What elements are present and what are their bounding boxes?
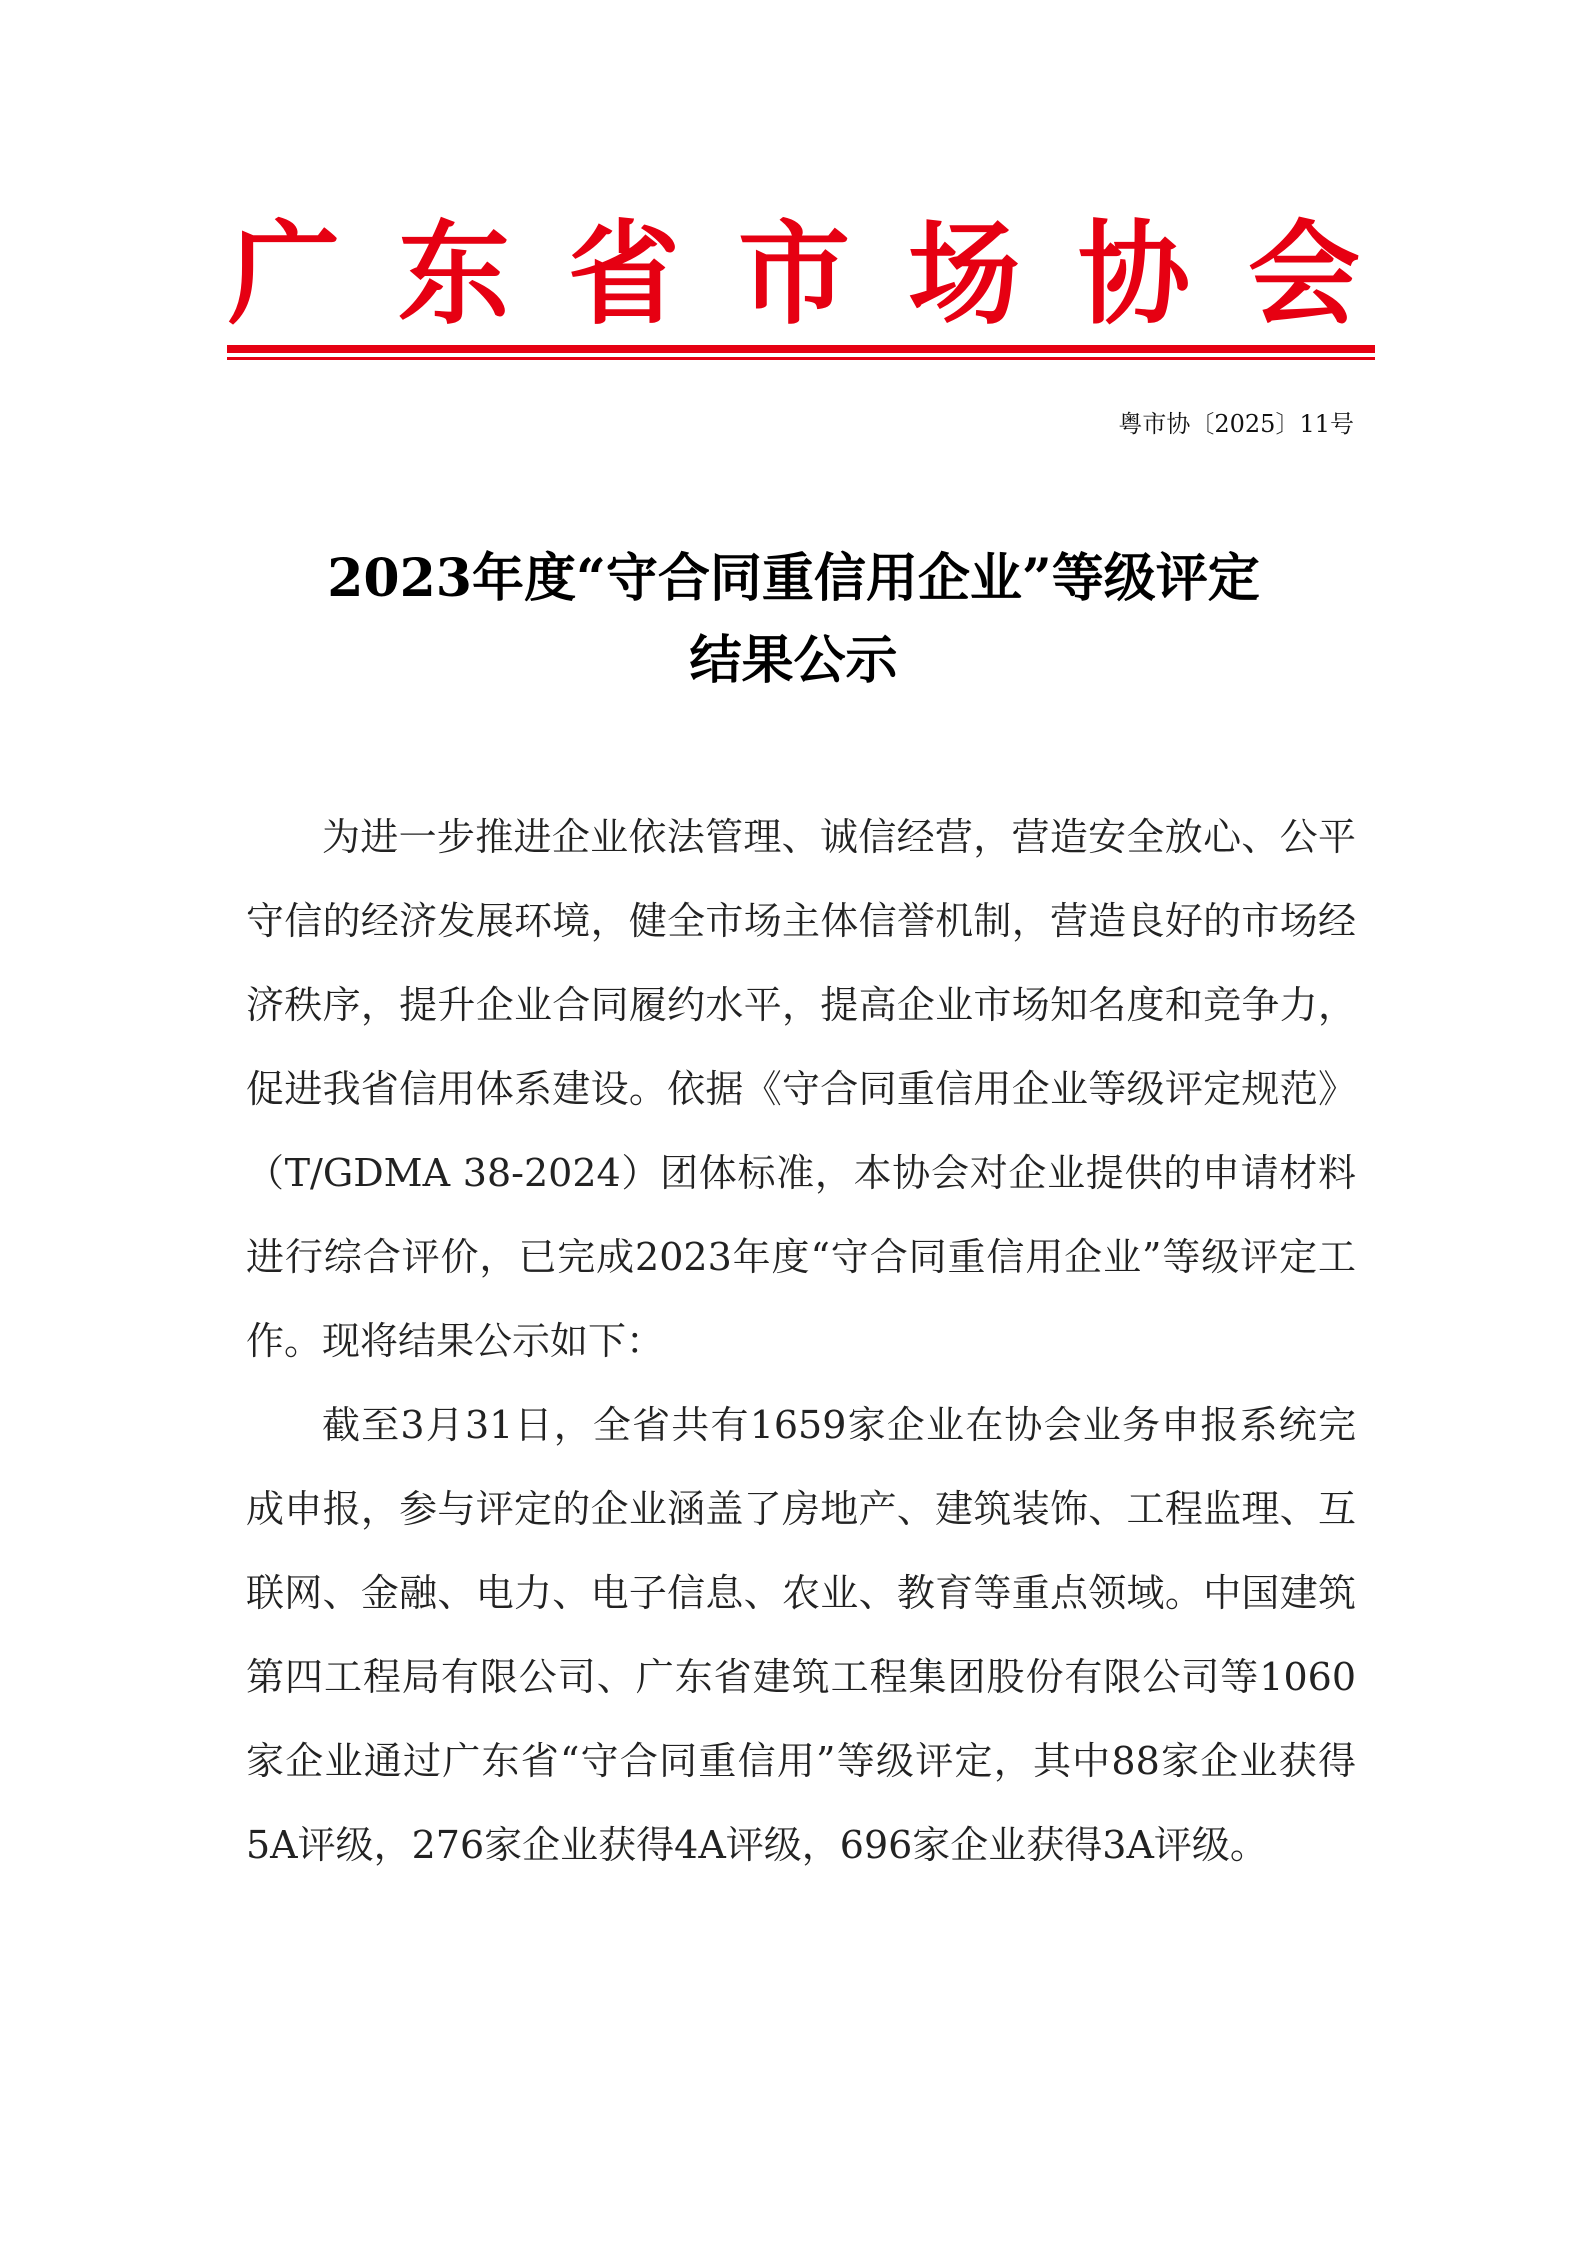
- header-rule-thin: [227, 357, 1375, 360]
- document-body: [246, 795, 1356, 1887]
- body-paragraph-2: 截至3月31日，全省共有1659家企业在协会业务申报系统完成申报，参与评定的企业涵盖了房地产、建筑装饰、工程监理、互联网、金融、电力、电子信息、农业、教育等重点领域。中国建筑第四工程局有限公司、广东省建筑工程集团股份有限公司等1060家企业通过广东省“守合同重信用”等级评定，其中88家企业获得5A评级，276家企业获得4A评级，696家企业获得3A评级。: [246, 1403, 1356, 1867]
- header-red-rule: [227, 345, 1375, 361]
- org-name-header: 广东省市场协会: [228, 209, 1418, 340]
- body-paragraph-1: 为进一步推进企业依法管理、诚信经营，营造安全放心、公平守信的经济发展环境，健全市场主体信誉机制，营造良好的市场经济秩序，提升企业合同履约水平，提高企业市场知名度和竞争力，促进我省信用体系建设。依据《守合同重信用企业等级评定规范》（T/GDMA 38-2024）团体标准，本协会对企业提供的申请材料进行综合评价，已完成2023年度“守合同重信用企业”等级评定工作。现将结果公示如下：: [246, 815, 1356, 1363]
- header-rule-thick: [227, 345, 1375, 353]
- document-title: [200, 538, 1387, 702]
- document-title-line-2: 结果公示: [689, 630, 898, 691]
- document-number: 粤市协〔2025〕11号: [1118, 410, 1354, 438]
- document-title-line-1: 2023年度“守合同重信用企业”等级评定: [327, 548, 1260, 609]
